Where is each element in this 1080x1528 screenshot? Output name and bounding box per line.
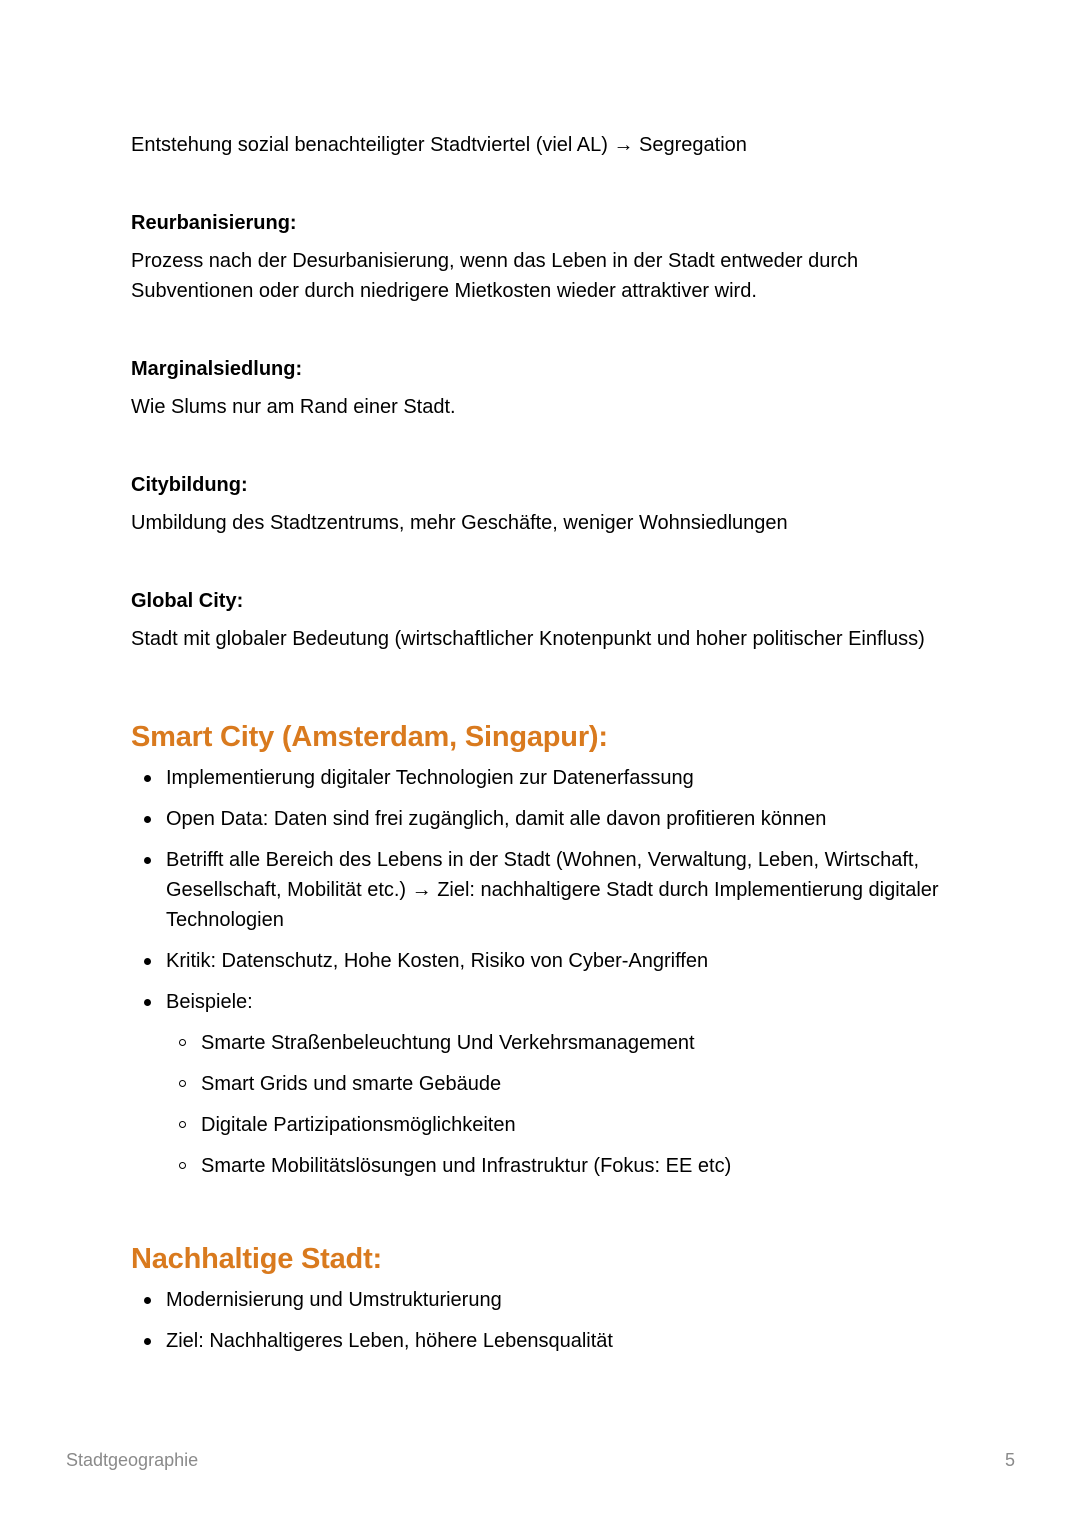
- section-smart-city: [131, 719, 951, 1181]
- bullet-list: [131, 763, 951, 1181]
- sub-list-item: Smarte Straßenbeleuchtung Und Verkehrsmanagement: [201, 1028, 951, 1058]
- term-text: Umbildung des Stadtzentrums, mehr Geschäfte, weniger Wohnsiedlungen: [131, 512, 788, 534]
- term-title: Citybildung:: [131, 474, 248, 496]
- term-citybildung: [131, 470, 951, 538]
- list-item-examples: [166, 987, 951, 1181]
- sub-list-item: Digitale Partizipationsmöglichkeiten: [201, 1110, 951, 1140]
- term-marginalsiedlung: [131, 354, 951, 422]
- term-text: Stadt mit globaler Bedeutung (wirtschaftlicher Knotenpunkt und hoher politischer Einfluss): [131, 628, 925, 650]
- list-item: Betrifft alle Bereich des Lebens in der Stadt (Wohnen, Verwaltung, Leben, Wirtschaft, Gesellschaft, Mobilität etc.) → Ziel: nachhaltigere Stadt durch Implementierung digitaler Technologien: [166, 845, 951, 935]
- list-item: Modernisierung und Umstrukturierung: [166, 1285, 951, 1315]
- bullet-list: [131, 1285, 951, 1356]
- sub-bullet-list: [166, 1028, 951, 1181]
- section-heading: Smart City (Amsterdam, Singapur):: [131, 721, 608, 753]
- term-reurbanisierung: [131, 208, 951, 306]
- sub-list-item: Smart Grids und smarte Gebäude: [201, 1069, 951, 1099]
- list-item-label: Beispiele:: [166, 991, 253, 1013]
- term-global-city: [131, 586, 951, 654]
- term-title: Marginalsiedlung:: [131, 358, 303, 380]
- intro-line: Entstehung sozial benachteiligter Stadtviertel (viel AL) → Segregation: [131, 134, 747, 156]
- document-page: [131, 130, 951, 1367]
- term-title: Global City:: [131, 590, 244, 612]
- section-heading: Nachhaltige Stadt:: [131, 1243, 382, 1275]
- page-number: 5: [1004, 1450, 1015, 1470]
- term-text: Wie Slums nur am Rand einer Stadt.: [131, 396, 456, 418]
- list-item: Ziel: Nachhaltigeres Leben, höhere Lebensqualität: [166, 1326, 951, 1356]
- list-item: Implementierung digitaler Technologien zur Datenerfassung: [166, 763, 951, 793]
- section-nachhaltige-stadt: [131, 1241, 951, 1356]
- list-item: Open Data: Daten sind frei zugänglich, damit alle davon profitieren können: [166, 804, 951, 834]
- footer-title: Stadtgeographie: [66, 1450, 199, 1470]
- list-item: Kritik: Datenschutz, Hohe Kosten, Risiko von Cyber-Angriffen: [166, 946, 951, 976]
- sub-list-item: Smarte Mobilitätslösungen und Infrastruktur (Fokus: EE etc): [201, 1151, 951, 1181]
- term-title: Reurbanisierung:: [131, 212, 297, 234]
- term-text: Prozess nach der Desurbanisierung, wenn das Leben in der Stadt entweder durch Subventionen oder durch niedrigere Mietkosten wieder attraktiver wird.: [131, 250, 859, 302]
